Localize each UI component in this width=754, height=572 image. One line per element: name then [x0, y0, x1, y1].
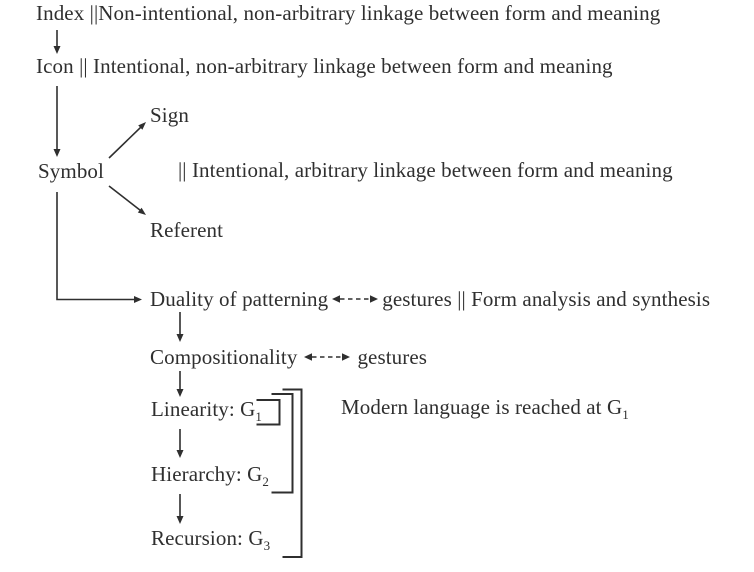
linearity-subscript: 1	[255, 409, 262, 425]
modern-language-note	[341, 395, 629, 423]
index-line: Index ||Non-intentional, non-arbitrary linkage between form and meaning	[36, 1, 661, 25]
arrow-symbol-to-duality	[57, 192, 142, 303]
arrow-icon-to-symbol	[54, 86, 61, 157]
arrow-symbol-to-referent	[109, 186, 146, 215]
dashed-double-arrow-icon	[304, 350, 350, 364]
recursion-subscript: 3	[263, 538, 271, 554]
compositionality-gestures-note: gestures	[357, 345, 428, 369]
compositionality-label: Compositionality	[150, 345, 298, 369]
dashed-double-arrow-icon	[332, 292, 378, 306]
note-subscript: 1	[622, 407, 629, 423]
duality-gestures-note: gestures || Form analysis and synthesis	[382, 287, 711, 311]
arrow-linearity-to-hierarchy	[177, 429, 184, 458]
arrow-duality-to-compositionality	[177, 312, 184, 342]
linearity-text: Linearity: G	[151, 397, 256, 421]
bracket-g2	[272, 394, 293, 493]
compositionality-row	[150, 345, 427, 369]
arrow-hierarchy-to-recursion	[177, 494, 184, 524]
sign-label: Sign	[150, 103, 189, 127]
duality-row	[150, 287, 710, 311]
arrow-index-to-icon	[54, 30, 61, 54]
arrow-compositionality-to-linearity	[177, 371, 184, 397]
hierarchy-label	[151, 462, 269, 490]
symbol-gloss: || Intentional, arbitrary linkage between form and meaning	[178, 158, 673, 182]
symbol-label: Symbol	[38, 159, 104, 183]
arrow-symbol-to-sign	[109, 122, 146, 158]
linearity-label	[151, 397, 262, 425]
note-text: Modern language is reached at G	[341, 395, 623, 419]
recursion-text: Recursion: G	[151, 526, 264, 550]
referent-label: Referent	[150, 218, 224, 242]
duality-label: Duality of patterning	[150, 287, 329, 311]
hierarchy-subscript: 2	[262, 474, 269, 490]
icon-line: Icon || Intentional, non-arbitrary linkage between form and meaning	[36, 54, 613, 78]
recursion-label	[151, 526, 271, 554]
hierarchy-text: Hierarchy: G	[151, 462, 263, 486]
